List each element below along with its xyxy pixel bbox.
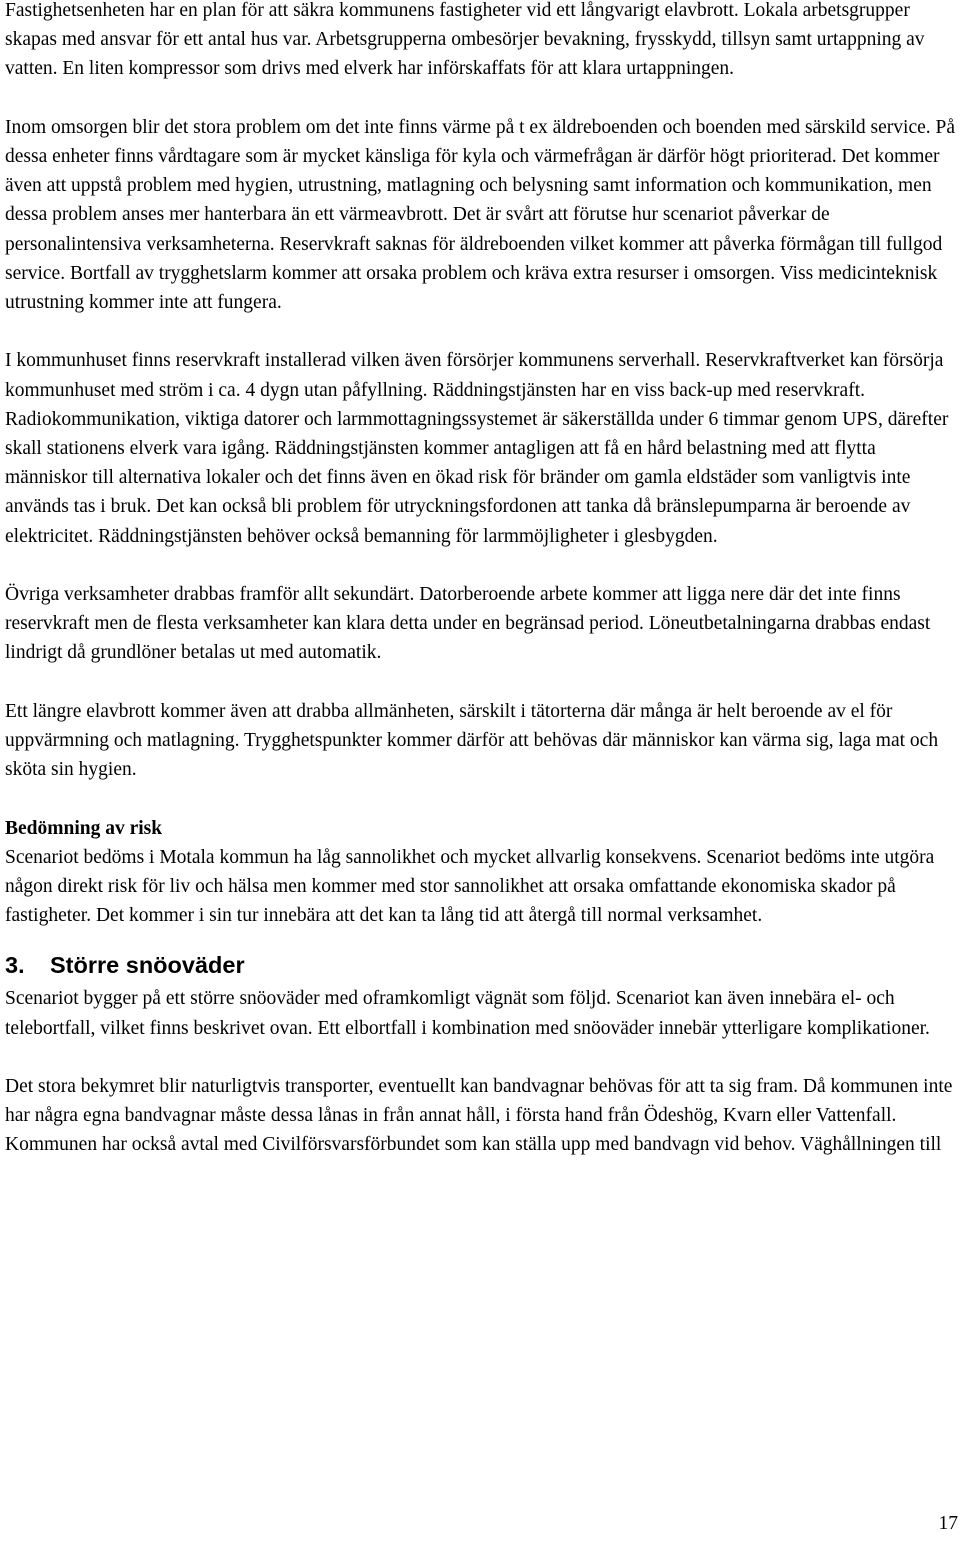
paragraph-kommunhuset: I kommunhuset finns reservkraft installerad vilken även försörjer kommunens serverhall. Reservkraftverket kan försörja kommunhuset med ström i ca. 4 dygn utan påfyllning. Räddningstjänsten har en viss back-up med reservkraft. Radiokommunikation, viktiga datorer och larmmottagningssystemet är säkerställda under 6 timmar genom UPS, därefter skall stationens elverk vara igång. Räddningstjänsten kommer antagligen att få en hård belastning med att flytta människor till alternativa lokaler och det finns även en ökad risk för bränder om gamla eldstäder som vanligtvis inte används tas i bruk. Det kan också bli problem för utryckningsfordonen att tanka då bränslepumparna är beroende av elektricitet. Räddningstjänsten behöver också bemanning för larmmöjligheter i glesbygden. [5, 350, 949, 547]
paragraph-fastighetsenheten: Fastighetsenheten har en plan för att säkra kommunens fastigheter vid ett långvarigt elavbrott. Lokala arbetsgrupper skapas med ansvar för ett antal hus var. Arbetsgrupperna ombesörjer bevakning, frysskydd, tillsyn samt urtappning av vatten. En liten kompressor som drivs med elverk har införskaffats för att klara urtappningen. [5, 0, 925, 80]
risk-paragraph: Scenariot bedöms i Motala kommun ha låg sannolikhet och mycket allvarlig konsekvens. Scenariot bedöms inte utgöra någon direkt risk för liv och hälsa men kommer med stor sannolikhet att orsaka omfattande ekonomiska skador på fastigheter. Det kommer i sin tur innebära att det kan ta lång tid att återgå till normal verksamhet. [5, 846, 935, 927]
paragraph-omsorgen: Inom omsorgen blir det stora problem om det inte finns värme på t ex äldreboenden och boenden med särskild service. På dessa enheter finns vårdtagare som är mycket känsliga för kyla och värmefrågan är därför högt prioriterad. Det kommer även att uppstå problem med hygien, utrustning, matlagning och belysning samt information och kommunikation, men dessa problem anses mer hanterbara än ett värmeavbrott. Det är svårt att förutse hur scenariot påverkar de personalintensiva verksamheterna. Reservkraft saknas för äldreboenden vilket kommer att påverka förmågan till fullgod service. Bortfall av trygghetslarm kommer att orsaka problem och kräva extra resurser i omsorgen. Viss medicinteknisk utrustning kommer inte att fungera. [5, 116, 956, 314]
page-number: 17 [938, 1513, 958, 1534]
risk-heading: Bedömning av risk [5, 817, 163, 839]
paragraph-snooväder-intro: Scenariot bygger på ett större snöoväder med oframkomligt vägnät som följd. Scenariot kan även innebära el- och telebortfall, vilket finns beskrivet ovan. Ett elbortfall i kombination med snöoväder innebär ytterligare komplikationer. [5, 988, 930, 1039]
section-heading [5, 950, 957, 980]
paragraph-allmanheten: Ett längre elavbrott kommer även att drabba allmänheten, särskilt i tätorterna där många är helt beroende av el för uppvärmning och matlagning. Trygghetspunkter kommer därför att behövas där människor kan värma sig, laga mat och sköta sin hygien. [5, 700, 939, 781]
section-title: Större snöoväder [50, 952, 245, 979]
section-number: 3. [5, 952, 25, 979]
paragraph-ovriga-verksamheter: Övriga verksamheter drabbas framför allt sekundärt. Datorberoende arbete kommer att ligga nere där det inte finns reservkraft men de flesta verksamheter kan klara detta under en begränsad period. Löneutbetalningarna drabbas endast lindrigt då grundlöner betalas ut med automatik. [5, 584, 931, 664]
paragraph-transporter: Det stora bekymret blir naturligtvis transporter, eventuellt kan bandvagnar behövas för att ta sig fram. Då kommunen inte har några egna bandvagnar måste dessa lånas in från annat håll, i första hand från Ödeshög, Kvarn eller Vattenfall. Kommunen har också avtal med Civilförsvarsförbundet som kan ställa upp med bandvagn vid behov. Väghållningen till [5, 1076, 953, 1156]
document-page [5, 0, 957, 1160]
